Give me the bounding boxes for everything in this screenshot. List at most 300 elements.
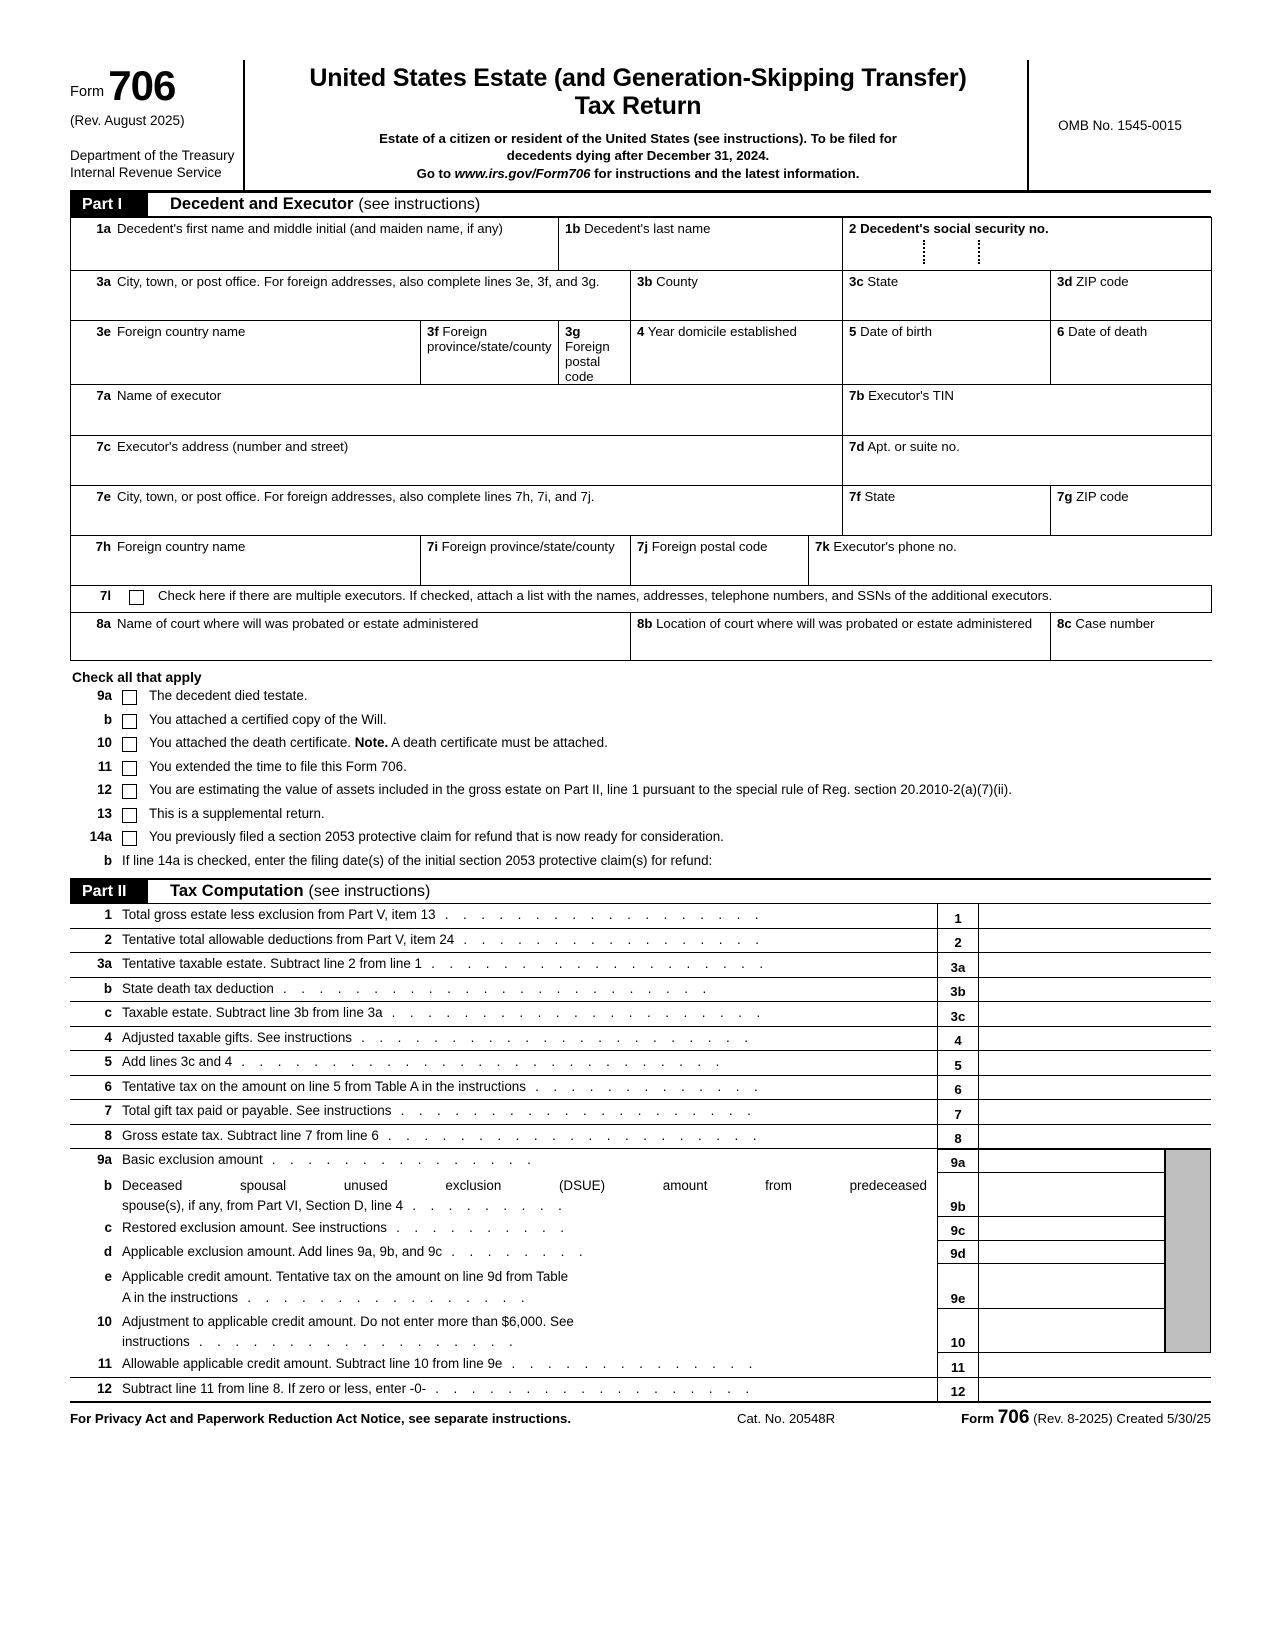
tax-line-2	[70, 929, 1211, 954]
tax-line-12-value-input[interactable]	[979, 1378, 1165, 1402]
part-2-tag: Part II	[70, 880, 148, 903]
tax-line-8-value-input[interactable]	[979, 1125, 1165, 1149]
tax-line-4-code: 4	[937, 1027, 979, 1051]
field-7g-label: ZIP code	[1076, 489, 1129, 504]
check-item-10-text-2: A death certificate must be attached.	[388, 735, 608, 750]
field-3c-label: State	[867, 274, 899, 289]
field-1b-label: Decedent's last name	[584, 221, 711, 236]
field-7d-label: Apt. or suite no.	[867, 439, 960, 454]
tax-line-10-label: Adjustment to applicable credit amount. Do not enter more than $6,000. See	[122, 1313, 574, 1329]
part-1-title-text: Decedent and Executor	[170, 195, 354, 213]
leader-dots: . . . . . . . . . . . . . . . . .	[454, 931, 765, 947]
field-4[interactable]	[631, 321, 843, 385]
header-title-block	[245, 60, 1029, 190]
field-3b-number: 3b	[637, 274, 653, 289]
leader-dots: . . . . . . . . . . . . . .	[502, 1356, 758, 1372]
check-item-14b-label: If line 14a is checked, enter the filing date(s) of the initial section 2053 protective claim(s) for refund:	[122, 852, 713, 868]
tax-line-7-code: 7	[937, 1100, 979, 1124]
leader-dots: . . . . . . . . . .	[386, 1220, 570, 1236]
field-3a[interactable]	[71, 271, 631, 321]
row-7l	[71, 586, 1212, 613]
field-7l-checkbox[interactable]	[129, 590, 144, 605]
tax-line-9b-value-input[interactable]	[979, 1173, 1165, 1218]
tax-line-6-number: 6	[104, 1078, 112, 1094]
tax-line-5-desc	[70, 1051, 937, 1075]
field-4-number: 4	[637, 324, 645, 339]
tax-line-9a-label: Basic exclusion amount	[122, 1152, 263, 1167]
field-2-number: 2	[849, 221, 857, 236]
leader-dots: . . . . . . . . . . . . . . . . . . . . . .	[352, 1029, 754, 1045]
field-7c-label: Executor's address (number and street)	[117, 439, 349, 454]
tax-line-10-label-2-wrap	[122, 1332, 931, 1353]
part-1-title	[148, 193, 480, 216]
row-1	[71, 218, 1212, 271]
leader-dots: . . . . . . . . . . . . . . . . . .	[189, 1334, 519, 1350]
check-item-10-checkbox[interactable]	[122, 737, 137, 752]
field-7a-number: 7a	[96, 388, 111, 403]
field-7k-label: Executor's phone no.	[833, 539, 957, 554]
field-7h[interactable]	[71, 536, 421, 586]
tax-line-5-spacer	[1165, 1051, 1211, 1075]
field-7f[interactable]	[843, 486, 1051, 536]
tax-line-5	[70, 1051, 1211, 1076]
field-8c-label: Case number	[1075, 616, 1155, 631]
field-7d[interactable]	[843, 436, 1212, 486]
field-7a[interactable]	[71, 385, 843, 436]
field-7j-label: Foreign postal code	[651, 539, 768, 554]
page-title-line-1: United States Estate (and Generation-Skipping Transfer)	[309, 64, 967, 92]
field-1a-label: Decedent's first name and middle initial (and maiden name, if any)	[117, 221, 503, 236]
tax-line-3b-desc	[70, 978, 937, 1002]
field-7b-label: Executor's TIN	[868, 388, 954, 403]
page-title-line-2: Tax Return	[574, 92, 702, 120]
tax-line-8-desc	[70, 1125, 937, 1149]
field-3a-number: 3a	[96, 274, 111, 289]
field-7i-number: 7i	[427, 539, 438, 554]
tax-line-10	[70, 1309, 1211, 1354]
check-item-12-label: You are estimating the value of assets included in the gross estate on Part II, line 1 pursuant to the special rule of Reg. section 20.2010-2(a)(7)(ii).	[149, 782, 1012, 797]
tax-line-6-desc	[70, 1076, 937, 1100]
field-7f-label: State	[864, 489, 896, 504]
tax-line-9e-label: Applicable credit amount. Tentative tax on the amount on line 9d from Table	[122, 1269, 569, 1285]
leader-dots: . . . . . . . .	[442, 1243, 589, 1259]
tax-line-10-label-2: instructions	[122, 1334, 190, 1350]
field-7a-label: Name of executor	[117, 388, 222, 403]
issuing-agency	[70, 148, 235, 182]
tax-line-9a-shaded	[1165, 1149, 1211, 1173]
form-revision-date: (Rev. August 2025)	[70, 113, 185, 128]
footer-form-identifier	[961, 1407, 1211, 1429]
row-7a	[71, 385, 1212, 436]
tax-line-9e-number: e	[104, 1269, 112, 1285]
check-item-11-checkbox[interactable]	[122, 761, 137, 776]
tax-line-9e-code: 9e	[937, 1264, 979, 1309]
tax-line-1	[70, 904, 1211, 929]
tax-line-9d-code: 9d	[937, 1241, 979, 1265]
tax-line-3b	[70, 978, 1211, 1003]
tax-line-3c	[70, 1002, 1211, 1027]
tax-line-3c-number: c	[104, 1005, 112, 1020]
tax-line-9b-label: Deceased spousal unused exclusion (DSUE) amount from predeceased	[122, 1177, 927, 1193]
tax-line-9b-desc	[70, 1173, 937, 1218]
tax-line-6-spacer	[1165, 1076, 1211, 1100]
tax-line-3c-value-input[interactable]	[979, 1002, 1165, 1026]
check-item-9a-number: 9a	[97, 688, 112, 703]
tax-line-12	[70, 1378, 1211, 1402]
tax-line-9e	[70, 1264, 1211, 1309]
part-1-tag: Part I	[70, 193, 148, 216]
tax-line-6-value-input[interactable]	[979, 1076, 1165, 1100]
field-8a[interactable]	[71, 613, 631, 661]
tax-line-7-label: Total gift tax paid or payable. See instructions	[122, 1103, 392, 1118]
field-8b[interactable]	[631, 613, 1051, 661]
tax-line-3c-code: 3c	[937, 1002, 979, 1026]
check-item-11[interactable]	[70, 759, 1211, 783]
tax-line-6-code: 6	[937, 1076, 979, 1100]
tax-line-9d	[70, 1241, 1211, 1265]
field-3c-number: 3c	[849, 274, 864, 289]
check-item-11-label: You extended the time to file this Form 706.	[149, 758, 407, 774]
field-7h-label: Foreign country name	[117, 539, 246, 554]
goto-prefix: Go to	[416, 165, 455, 181]
tax-line-2-spacer	[1165, 929, 1211, 953]
tax-line-2-code: 2	[937, 929, 979, 953]
ssn-separator-2	[978, 240, 980, 264]
field-8b-label: Location of court where will was probated or estate administered	[656, 616, 1033, 631]
tax-line-9c	[70, 1217, 1211, 1241]
form-word-label: Form	[70, 84, 105, 100]
tax-line-10-desc	[70, 1309, 937, 1354]
field-2-ssn[interactable]	[843, 218, 1212, 271]
field-3c[interactable]	[843, 271, 1051, 321]
field-3e-number: 3e	[96, 324, 111, 339]
subtitle-goto-line	[259, 165, 1017, 182]
tax-line-8-spacer	[1165, 1125, 1211, 1149]
check-item-14b-number: b	[103, 852, 112, 868]
ssn-separator-1	[923, 240, 925, 264]
check-item-9a-checkbox[interactable]	[122, 690, 137, 705]
row-3e	[71, 321, 1212, 385]
leader-dots: . . . . . . . . .	[403, 1198, 568, 1214]
field-7k[interactable]	[809, 536, 1212, 586]
field-7l[interactable]	[71, 586, 1212, 613]
check-item-9b[interactable]	[70, 712, 1211, 736]
part-2-title-text: Tax Computation	[170, 882, 304, 900]
tax-line-9e-value-input[interactable]	[979, 1264, 1165, 1309]
tax-line-4-desc	[70, 1027, 937, 1051]
tax-line-3b-number: b	[103, 980, 112, 996]
field-3e-label: Foreign country name	[117, 324, 246, 339]
tax-line-3c-spacer	[1165, 1002, 1211, 1026]
tax-line-2-label: Tentative total allowable deductions from Part V, item 24	[122, 931, 455, 947]
field-7j[interactable]	[631, 536, 809, 586]
field-1a-number: 1a	[96, 221, 111, 236]
field-1a[interactable]	[71, 218, 559, 271]
tax-line-11-code: 11	[937, 1353, 979, 1377]
field-3b-label: County	[656, 274, 698, 289]
part-1-banner	[70, 191, 1211, 217]
field-3g[interactable]	[559, 321, 631, 385]
footer-form-revision: (Rev. 8-2025) Created 5/30/25	[1033, 1411, 1211, 1427]
check-all-that-apply-list	[70, 688, 1211, 876]
form-number: 706	[108, 62, 176, 110]
goto-suffix: for instructions and the latest information.	[590, 165, 860, 181]
department-line-1: Department of the Treasury	[70, 148, 235, 163]
tax-line-8-number: 8	[104, 1127, 112, 1143]
irs-url[interactable]: www.irs.gov/Form706	[454, 165, 591, 181]
tax-line-1-value-input[interactable]	[979, 904, 1165, 928]
tax-line-2-number: 2	[104, 931, 112, 947]
field-7d-number: 7d	[849, 439, 865, 454]
field-3a-label: City, town, or post office. For foreign addresses, also complete lines 3e, 3f, and 3g.	[117, 274, 600, 289]
leader-dots: . . . . . . . . . . . . . . . . . . . . . . . .	[273, 980, 712, 996]
field-7l-number: 7l	[100, 588, 111, 603]
form-header	[70, 60, 1211, 191]
tax-line-2-desc	[70, 929, 937, 953]
subtitle-line-2: decedents dying after December 31, 2024.	[506, 148, 770, 164]
field-7l-label: Check here if there are multiple executors. If checked, attach a list with the names, addresses, telephone numbers, and SSNs of the additional executors.	[158, 588, 1053, 603]
field-5[interactable]	[843, 321, 1051, 385]
tax-line-5-number: 5	[104, 1054, 112, 1069]
tax-line-10-shaded	[1165, 1309, 1211, 1354]
tax-line-3a-value-input[interactable]	[979, 953, 1165, 977]
tax-line-9c-label: Restored exclusion amount. See instructions	[122, 1220, 387, 1236]
catalog-number: Cat. No. 20548R	[736, 1411, 836, 1427]
field-6-label: Date of death	[1068, 324, 1148, 339]
check-item-9b-number: b	[103, 711, 112, 727]
check-item-10-number: 10	[97, 735, 112, 750]
row-8a	[71, 613, 1212, 661]
tax-line-10-number: 10	[97, 1313, 112, 1329]
tax-line-11-label: Allowable applicable credit amount. Subtract line 10 from line 9e	[122, 1356, 503, 1372]
tax-line-9a-desc	[70, 1149, 937, 1173]
tax-line-3a	[70, 953, 1211, 978]
tax-line-5-value-input[interactable]	[979, 1051, 1165, 1075]
field-6[interactable]	[1051, 321, 1212, 385]
tax-line-9d-value-input[interactable]	[979, 1241, 1165, 1265]
tax-line-6	[70, 1076, 1211, 1101]
tax-line-4-number: 4	[104, 1029, 112, 1045]
tax-line-7	[70, 1100, 1211, 1125]
tax-line-3b-value-input[interactable]	[979, 978, 1165, 1002]
tax-line-7-value-input[interactable]	[979, 1100, 1165, 1124]
part-2-banner	[70, 878, 1211, 904]
field-3g-label: Foreign postal code	[565, 339, 610, 384]
field-5-label: Date of birth	[860, 324, 932, 339]
tax-line-3b-spacer	[1165, 978, 1211, 1002]
check-item-13-checkbox[interactable]	[122, 808, 137, 823]
check-item-14a[interactable]	[70, 829, 1211, 853]
row-7c	[71, 436, 1212, 486]
check-item-10[interactable]	[70, 735, 1211, 759]
tax-line-9c-number: c	[104, 1220, 112, 1236]
tax-line-3b-label: State death tax deduction	[122, 980, 274, 996]
tax-line-9c-code: 9c	[937, 1217, 979, 1241]
row-7h	[71, 536, 1212, 586]
row-7e	[71, 486, 1212, 536]
field-7i[interactable]	[421, 536, 631, 586]
tax-line-3a-spacer	[1165, 953, 1211, 977]
check-item-10-note: Note.	[354, 735, 389, 750]
check-item-9b-checkbox[interactable]	[122, 714, 137, 729]
tax-line-11-spacer	[1165, 1353, 1211, 1377]
check-item-9b-label: You attached a certified copy of the Will.	[149, 711, 387, 727]
tax-line-8-code: 8	[937, 1125, 979, 1149]
tax-line-5-label: Add lines 3c and 4	[122, 1054, 233, 1069]
tax-line-12-desc	[70, 1378, 937, 1402]
tax-line-10-value-input[interactable]	[979, 1309, 1165, 1354]
check-item-14b[interactable]	[70, 853, 1211, 877]
tax-line-2-value-input[interactable]	[979, 929, 1165, 953]
check-item-11-number: 11	[97, 758, 112, 774]
tax-line-7-number: 7	[104, 1103, 112, 1118]
leader-dots: . . . . . . . . . . . . .	[525, 1078, 764, 1094]
check-item-14a-label: You previously filed a section 2053 protective claim for refund that is now ready for consideration.	[149, 829, 724, 844]
field-3d[interactable]	[1051, 271, 1212, 321]
tax-line-4-label: Adjusted taxable gifts. See instructions	[122, 1029, 353, 1045]
tax-line-9b	[70, 1173, 1211, 1218]
tax-line-11-number: 11	[97, 1356, 112, 1372]
tax-computation-lines	[70, 904, 1211, 1401]
form-subtitle	[259, 130, 1017, 182]
field-8a-number: 8a	[96, 616, 111, 631]
tax-line-11-desc	[70, 1353, 937, 1377]
check-item-10-text-1: You attached the death certificate.	[149, 735, 355, 750]
tax-line-11-value-input[interactable]	[979, 1353, 1165, 1377]
tax-line-12-number: 12	[97, 1380, 112, 1396]
leader-dots: . . . . . . . . . . . . . . . . . . . . . . . . . . .	[232, 1054, 725, 1069]
tax-line-9b-label-2-wrap	[122, 1196, 931, 1217]
tax-line-8	[70, 1125, 1211, 1150]
tax-line-9c-shaded	[1165, 1217, 1211, 1241]
tax-line-9c-value-input[interactable]	[979, 1217, 1165, 1241]
part-2-title	[148, 880, 430, 903]
leader-dots: . . . . . . . . . . . . . . . . . . .	[421, 956, 769, 971]
field-5-number: 5	[849, 324, 857, 339]
tax-line-1-spacer	[1165, 904, 1211, 928]
field-3b[interactable]	[631, 271, 843, 321]
tax-line-12-code: 12	[937, 1378, 979, 1402]
field-3f[interactable]	[421, 321, 559, 385]
field-8a-label: Name of court where will was probated or estate administered	[117, 616, 479, 631]
leader-dots: . . . . . . . . . . . . . . . . . .	[435, 907, 764, 922]
check-item-12-checkbox[interactable]	[122, 784, 137, 799]
leader-dots: . . . . . . . . . . . . . . . . . . . .	[391, 1103, 757, 1118]
tax-line-9d-label: Applicable exclusion amount. Add lines 9a, 9b, and 9c	[122, 1243, 443, 1259]
tax-line-9b-number: b	[103, 1177, 112, 1193]
tax-line-3a-code: 3a	[937, 953, 979, 977]
privacy-act-notice: For Privacy Act and Paperwork Reduction Act Notice, see separate instructions.	[70, 1411, 572, 1427]
part-2-title-note: (see instructions)	[308, 882, 431, 900]
field-3f-label: Foreign province/state/county	[427, 324, 552, 354]
check-item-13[interactable]	[70, 806, 1211, 830]
field-7g-number: 7g	[1057, 489, 1073, 504]
field-1b[interactable]	[559, 218, 843, 271]
field-7e[interactable]	[71, 486, 843, 536]
tax-line-9c-desc	[70, 1217, 937, 1241]
tax-line-4-value-input[interactable]	[979, 1027, 1165, 1051]
check-item-9a-label: The decedent died testate.	[149, 688, 308, 703]
department-line-2: Internal Revenue Service	[70, 164, 222, 180]
page-footer	[70, 1401, 1211, 1429]
check-item-13-label: This is a supplemental return.	[149, 805, 325, 821]
tax-line-9d-number: d	[103, 1243, 112, 1259]
field-7i-label: Foreign province/state/county	[441, 539, 615, 554]
tax-line-9a-value-input[interactable]	[979, 1149, 1165, 1173]
header-left-block	[70, 60, 245, 190]
check-item-12[interactable]	[70, 782, 1211, 806]
tax-line-3c-desc	[70, 1002, 937, 1026]
row-3	[71, 271, 1212, 321]
field-4-label: Year domicile established	[647, 324, 797, 339]
tax-line-3a-label: Tentative taxable estate. Subtract line 2 from line 1	[122, 956, 422, 971]
tax-line-1-label: Total gross estate less exclusion from Part V, item 13	[122, 907, 436, 922]
check-item-12-number: 12	[97, 782, 112, 797]
tax-line-9e-label-2: A in the instructions	[122, 1289, 239, 1305]
tax-line-1-code: 1	[937, 904, 979, 928]
tax-line-4-spacer	[1165, 1027, 1211, 1051]
tax-line-9b-code: 9b	[937, 1173, 979, 1218]
footer-form-word: Form	[961, 1411, 995, 1427]
field-7c[interactable]	[71, 436, 843, 486]
field-7b[interactable]	[843, 385, 1212, 436]
field-7j-number: 7j	[637, 539, 649, 554]
tax-line-7-spacer	[1165, 1100, 1211, 1124]
tax-line-11	[70, 1353, 1211, 1378]
page-title	[259, 64, 1017, 120]
check-item-10-label	[137, 735, 608, 750]
tax-line-9d-shaded	[1165, 1241, 1211, 1265]
tax-line-8-label: Gross estate tax. Subtract line 7 from line 6	[122, 1127, 379, 1143]
tax-line-9a-number: 9a	[97, 1152, 112, 1167]
tax-line-5-code: 5	[937, 1051, 979, 1075]
field-7g[interactable]	[1051, 486, 1212, 536]
check-item-14a-number: 14a	[89, 829, 112, 844]
field-3g-number: 3g	[565, 324, 581, 339]
tax-line-9a	[70, 1149, 1211, 1173]
field-8c[interactable]	[1051, 613, 1212, 661]
tax-line-9e-desc	[70, 1264, 937, 1309]
leader-dots: . . . . . . . . . . . . . . . . . .	[426, 1380, 755, 1396]
field-7b-number: 7b	[849, 388, 865, 403]
check-item-14a-checkbox[interactable]	[122, 831, 137, 846]
field-8b-number: 8b	[637, 616, 653, 631]
check-item-9a[interactable]	[70, 688, 1211, 712]
field-3e[interactable]	[71, 321, 421, 385]
leader-dots: . . . . . . . . . . . . . . . . . . . . .	[382, 1005, 766, 1020]
field-7k-number: 7k	[815, 539, 830, 554]
tax-line-9a-code: 9a	[937, 1149, 979, 1173]
field-7f-number: 7f	[849, 489, 861, 504]
tax-line-6-label: Tentative tax on the amount on line 5 from Table A in the instructions	[122, 1078, 526, 1094]
footer-form-number: 706	[997, 1407, 1030, 1429]
field-2-label: Decedent's social security no.	[860, 221, 1049, 236]
tax-line-3b-code: 3b	[937, 978, 979, 1002]
leader-dots: . . . . . . . . . . . . . . . .	[238, 1289, 530, 1305]
omb-number: OMB No. 1545-0015	[1058, 117, 1182, 133]
tax-line-3a-desc	[70, 953, 937, 977]
tax-line-1-desc	[70, 904, 937, 928]
subtitle-line-1: Estate of a citizen or resident of the United States (see instructions). To be filed for	[379, 131, 897, 146]
tax-line-12-spacer	[1165, 1378, 1211, 1402]
tax-line-9e-shaded	[1165, 1264, 1211, 1309]
tax-line-4	[70, 1027, 1211, 1052]
field-7h-number: 7h	[95, 539, 111, 554]
tax-line-9b-label-2: spouse(s), if any, from Part VI, Section D, line 4	[122, 1198, 404, 1214]
form-identifier	[70, 60, 235, 110]
tax-line-7-desc	[70, 1100, 937, 1124]
tax-line-9b-shaded	[1165, 1173, 1211, 1218]
